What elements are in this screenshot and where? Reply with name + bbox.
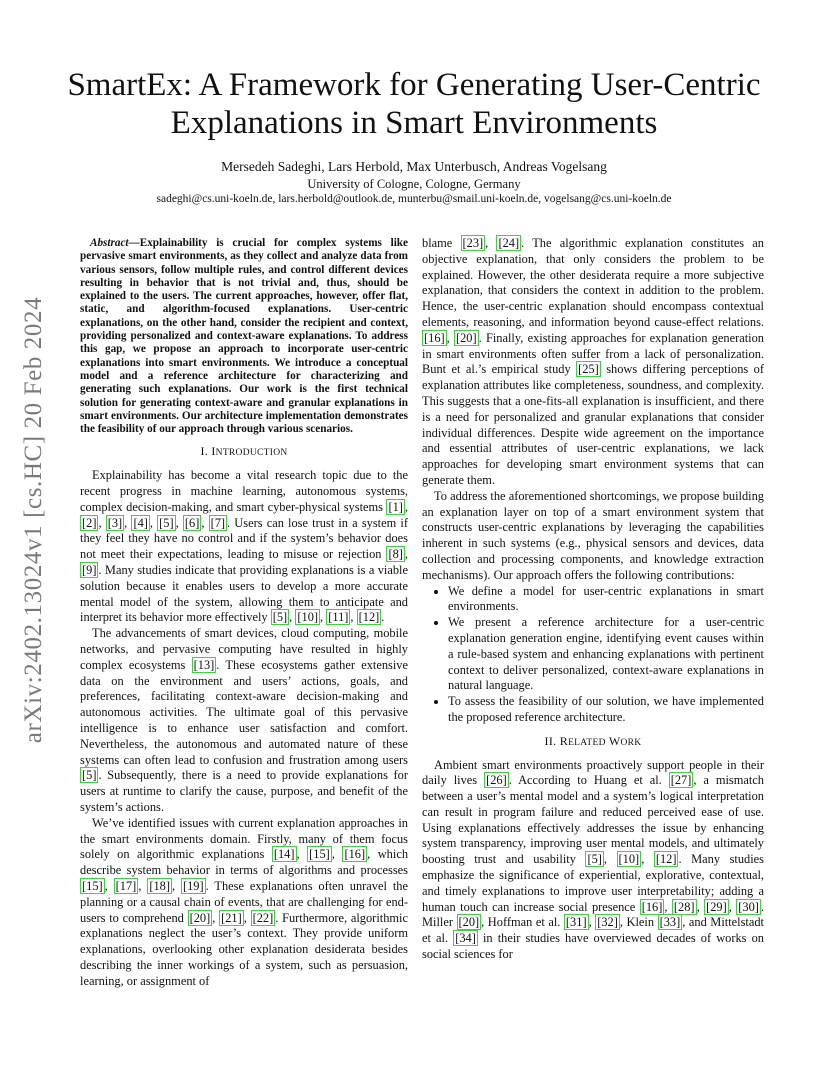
citation-link[interactable]: [1] <box>388 499 403 514</box>
citation-link[interactable]: [14] <box>273 847 295 862</box>
citation-link[interactable]: [6] <box>184 515 200 530</box>
section-heading-related-work <box>422 734 764 752</box>
contribution-item: • We define a model for user-centric explanations in smart environments. <box>448 584 764 616</box>
section-number: I. <box>200 444 209 459</box>
citation-link[interactable]: [5] <box>272 610 288 625</box>
citation-link[interactable]: [10] <box>297 610 319 625</box>
section-rest: NTRODUCTION <box>215 448 288 459</box>
citation-link[interactable]: [17] <box>115 878 137 893</box>
citation-link[interactable]: [32] <box>597 915 618 930</box>
citation-link[interactable]: [20] <box>189 910 211 925</box>
intro-paragraph-2: The advancements of smart devices, cloud computing, mobile networks, and pervasive computing have resulted in highly complex ecosystems [13] . These ecosystems gather extensive data on the environment and users’ actions, goals, and preferences, facilitating context-aware decision-making and autonomous activities. The ultimate goal of this pervasive intelligence is to enhance user satisfaction and comfort. Nevertheless, the autonomous and automated nature of these systems can often lead to confusion and frustration among users [5] . Subsequently, there is a need to provide explanations for users at runtime to clarify the cause, purpose, and benefit of the system’s actions. <box>80 626 408 814</box>
contribution-item: • We present a reference architecture for a user-centric explanation generation engine, identifying event causes within a rule-based system and enhancing explanations with pertinent context to deliver personalized, context-aware explanations in natural language. <box>448 615 764 694</box>
citation-link[interactable]: [29] <box>706 899 727 914</box>
citation-link[interactable]: [9] <box>82 563 97 578</box>
citation-link[interactable]: [12] <box>655 852 677 867</box>
arxiv-identifier-text: arXiv:2402.13024v1 [cs.HC] 20 Feb 2024 <box>20 296 47 744</box>
affiliation: University of Cologne, Cologne, Germany <box>307 177 521 191</box>
citation-link[interactable]: [24] <box>498 236 520 250</box>
citation-link[interactable]: [20] <box>455 330 477 345</box>
citation-link[interactable]: [2] <box>82 515 97 530</box>
citation-link[interactable]: [5] <box>587 852 602 867</box>
citation-link[interactable]: [34] <box>455 931 476 946</box>
citation-link[interactable]: [8] <box>388 547 403 562</box>
citation-link[interactable]: [20] <box>458 915 480 930</box>
section-initial: I <box>211 444 216 459</box>
citation-link[interactable]: [15] <box>82 878 103 893</box>
citation-link[interactable]: [5] <box>159 515 174 530</box>
citation-link[interactable]: [16] <box>641 899 663 914</box>
citation-link[interactable]: [7] <box>210 515 226 530</box>
intro-paragraph-5: To address the aforementioned shortcomings, we propose building an explanation layer on top of a smart environment system that constructs user-centric explanations by leveraging the capabilities inherent in such systems (e.g., physical sensors and devices, data collection and processing components, and knowledge extraction mechanisms). Our approach offers the following contributions: <box>422 488 764 582</box>
section-rest: ORK <box>620 737 642 748</box>
section-initial: R <box>559 733 569 748</box>
intro-paragraph-3: We’ve identified issues with current explanation approaches in the smart environments domain. Firstly, many of them focus solely on algorithmic explanations [14] , [15] , [16] , which describe system behavior in terms of algorithms and processes [15] , [17] , [18] , [19] . These explanations often unravel the planning or a causal chain of events, that are challenging for end-users to comprehend [20] , [21] , [22] . Furthermore, algorithmic explanations neglect the user’s context. They provide uniform explanations, overlooking other explanation desiderata besides describing the inner workings of a system, such as persuasion, learning, or assignment of <box>80 815 409 988</box>
citation-link[interactable]: [21] <box>221 910 242 925</box>
citation-link[interactable]: [26] <box>486 773 507 788</box>
related-work-paragraph-1: Ambient smart environments proactively support people in their daily lives [26] . According to Huang et al. [27] , a mismatch between a user’s mental model and a system’s logical interpretation can result in program failure and reduced perceived ease of use. Using explanations effectively addresses the issue by enhancing system transparency, improving user mental models, and ultimately boosting trust and usability [5] , [10] , [12] . Many studies emphasize the significance of experiential, explorative, contextual, and timely explanations to improve user interpretability; adding a human touch can increase social presence [16] , [28] , [29] , [30] . Miller [20] , Hoffman et al. [31] , [32] , Klein [33] , and Mittelstadt et al. [34] in their studies have overviewed decades of works on social sciences for <box>422 757 765 962</box>
section-heading-introduction <box>80 444 408 462</box>
intro-paragraph-4: blame [23] , [24] . The algorithmic explanation constitutes an objective explanation, that only considers the problem to be explained. However, the other desiderata require a more subjective explanation, that considers the context in addition to the problem. Hence, the user-centric explanation should encompass contextual elements, reasoning, and information beyond cause-effect relations. [16] , [20] . Finally, existing approaches for explanation generation in smart environments often suffer from a lack of personalization. Bunt et al.’s empirical study [25] shows differing perceptions of explanation attributes like completeness, soundness, and complexity. This suggests that a one-fits-all explanation is insufficient, and there is a need for personalized and granular explanations that consider individual differences. Despite wide agreement on the importance and essential attributes of user-centric explanations, we lack approaches for developing smart environment systems that can generate them. <box>422 236 765 487</box>
citation-link[interactable]: [16] <box>344 847 366 862</box>
left-column <box>80 237 408 990</box>
author-list: Mersedeh Sadeghi, Lars Herbold, Max Unterbusch, Andreas Vogelsang <box>221 159 607 174</box>
paper-title <box>60 66 768 142</box>
arxiv-identifier-stamp <box>14 280 54 760</box>
citation-link[interactable]: [12] <box>358 610 380 625</box>
citation-link[interactable]: [23] <box>462 236 484 250</box>
citation-link[interactable]: [10] <box>618 852 640 867</box>
section-rest: ELATED <box>568 737 606 748</box>
citation-link[interactable]: [30] <box>738 899 759 914</box>
citation-link[interactable]: [31] <box>565 915 587 930</box>
abstract-label: Abstract <box>90 237 129 249</box>
title-line-2: Explanations in Smart Environments <box>170 105 658 141</box>
intro-paragraph-1: Explainability has become a vital research topic due to the recent progress in machine learning, autonomous systems, complex decision-making, and smart cyber-physical systems [1] , [2] , [3] , [4] , [5] , [6] , [7] . Users can lose trust in a system if they feel they have no control and if the system’s behavior does not meet their expectations, leading to misuse or rejection [8] , [9] . Many studies indicate that providing explanations is a viable solution because it enables users to develop a more accurate mental model of the system, allowing them to anticipate and interpret its behavior more effectively [5] , [10] , [11] , [12] . <box>80 468 408 625</box>
section-initial: W <box>608 733 621 748</box>
title-line-1: SmartEx: A Framework for Generating User-Centric <box>67 67 761 103</box>
citation-link[interactable]: [4] <box>133 515 148 530</box>
citation-link[interactable]: [15] <box>309 847 330 862</box>
abstract-text: —Explainability is crucial for complex systems like pervasive smart environments, as they collect and analyze data from various sensors, follow multiple rules, and control different devices resulting in behavior that is not trivial and, thus, should be explained to the users. The current approaches, however, offer flat, static, and algorithm-focused explanations. User-centric explanations, on the other hand, consider the recipient and context, providing personalized and context-aware explanations. To address this gap, we propose an approach to incorporate user-centric explanations into smart environments. We introduce a conceptual model and a reference architecture for characterizing and generating such explanations. Our work is the first technical solution for generating context-aware and granular explanations in smart environments. Our architecture implementation demonstrates the feasibility of our approach through various scenarios. <box>80 237 408 436</box>
author-emails: sadeghi@cs.uni-koeln.de, lars.herbold@outlook.de, munterbu@smail.uni-koeln.de, vogelsang@cs.uni-koeln.de <box>156 193 672 205</box>
citation-link[interactable]: [22] <box>252 910 274 925</box>
citation-link[interactable]: [18] <box>149 878 170 893</box>
citation-link[interactable]: [11] <box>328 610 349 625</box>
contribution-item: • To assess the feasibility of our solution, we have implemented the proposed reference architecture. <box>448 694 764 726</box>
abstract <box>80 237 408 436</box>
citation-link[interactable]: [19] <box>182 878 204 893</box>
section-number: II. <box>544 733 557 748</box>
citation-link[interactable]: [25] <box>578 362 599 377</box>
contribution-list <box>422 584 764 726</box>
citation-link[interactable]: [16] <box>424 330 445 345</box>
citation-link[interactable]: [3] <box>107 515 123 530</box>
citation-link[interactable]: [5] <box>82 768 97 783</box>
right-column <box>422 236 764 963</box>
citation-link[interactable]: [28] <box>673 899 695 914</box>
citation-link[interactable]: [13] <box>193 657 215 672</box>
citation-link[interactable]: [27] <box>670 773 692 788</box>
citation-link[interactable]: [33] <box>659 915 681 930</box>
